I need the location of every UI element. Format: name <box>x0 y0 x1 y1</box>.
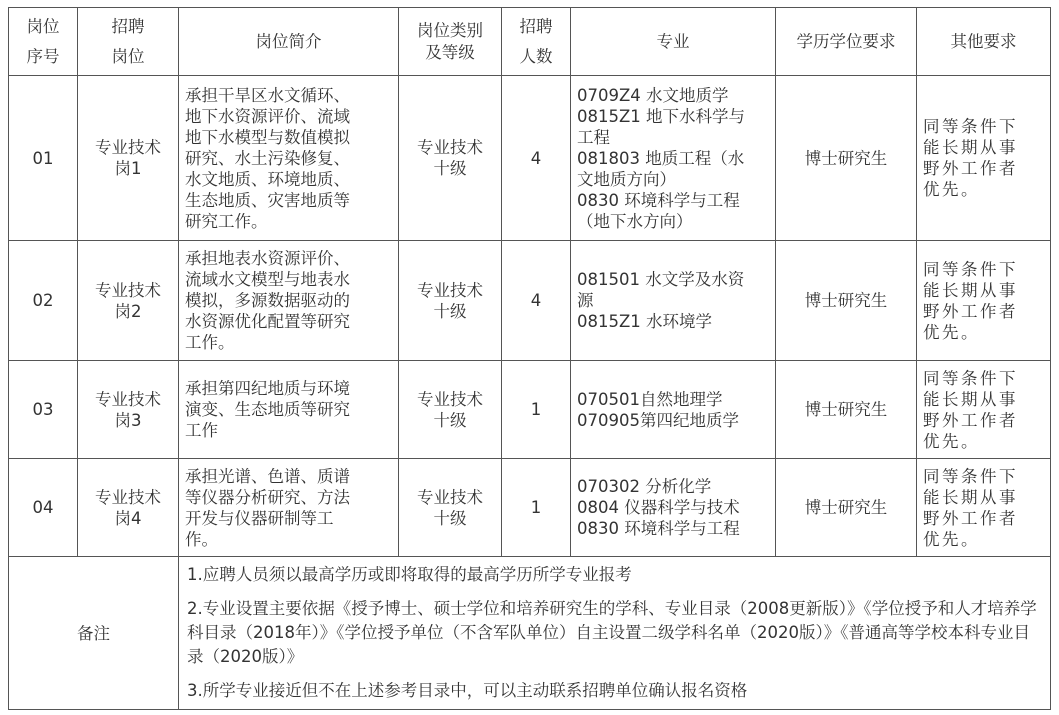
post-cell: 专业技术 岗4 <box>78 459 179 557</box>
table-row <box>9 241 1051 361</box>
degree-cell: 博士研究生 <box>776 241 917 361</box>
header-degree: 学历学位要求 <box>776 8 917 76</box>
degree-cell: 博士研究生 <box>776 361 917 459</box>
category-cell: 专业技术 十级 <box>399 459 502 557</box>
header-intro: 岗位简介 <box>179 8 399 76</box>
note-item: 3.所学专业接近但不在上述参考目录中，可以主动联系招聘单位确认报名资格 <box>187 681 748 700</box>
seq-cell: 04 <box>9 459 78 557</box>
notes-row <box>9 557 1051 710</box>
intro-cell: 承担光谱、色谱、质谱 等仪器分析研究、方法 开发与仪器研制等工 作。 <box>179 459 399 557</box>
degree-cell: 博士研究生 <box>776 76 917 241</box>
notes-label: 备注 <box>9 557 179 710</box>
post-cell: 专业技术 岗3 <box>78 361 179 459</box>
category-cell: 专业技术 十级 <box>399 361 502 459</box>
count-cell: 4 <box>502 76 571 241</box>
header-major: 专业 <box>571 8 776 76</box>
notes-content <box>179 557 1051 710</box>
category-cell: 专业技术 十级 <box>399 241 502 361</box>
header-category: 岗位类别 及等级 <box>399 8 502 76</box>
recruitment-table <box>8 7 1051 710</box>
header-seq: 岗位 序号 <box>9 8 78 76</box>
major-cell: 070302 分析化学 0804 仪器科学与技术 0830 环境科学与工程 <box>571 459 776 557</box>
intro-cell: 承担地表水资源评价、 流域水文模型与地表水 模拟，多源数据驱动的 水资源优化配置等研究 工作。 <box>179 241 399 361</box>
intro-cell: 承担第四纪地质与环境 演变、生态地质等研究 工作 <box>179 361 399 459</box>
header-count: 招聘 人数 <box>502 8 571 76</box>
intro-cell: 承担干旱区水文循环、 地下水资源评价、流域 地下水模型与数值模拟 研究、水土污染修复、 水文地质、环境地质、 生态地质、灾害地质等 研究工作。 <box>179 76 399 241</box>
note-item: 1.应聘人员须以最高学历或即将取得的最高学历所学专业报考 <box>187 565 632 584</box>
count-cell: 1 <box>502 459 571 557</box>
header-post: 招聘 岗位 <box>78 8 179 76</box>
post-cell: 专业技术 岗2 <box>78 241 179 361</box>
other-cell: 同等条件下 能长期从事 野外工作者 优先。 <box>917 361 1051 459</box>
major-cell: 081501 水文学及水资 源 0815Z1 水环境学 <box>571 241 776 361</box>
degree-cell: 博士研究生 <box>776 459 917 557</box>
other-cell: 同等条件下 能长期从事 野外工作者 优先。 <box>917 459 1051 557</box>
table-row <box>9 361 1051 459</box>
major-cell: 070501自然地理学 070905第四纪地质学 <box>571 361 776 459</box>
post-cell: 专业技术 岗1 <box>78 76 179 241</box>
table-row <box>9 76 1051 241</box>
seq-cell: 02 <box>9 241 78 361</box>
header-row <box>9 8 1051 76</box>
note-item: 2.专业设置主要依据《授予博士、硕士学位和培养研究生的学科、专业目录（2008更新版）》《学位授予和人才培养学科目录（2018年）》《学位授予单位（不含军队单位）自主设置二级学科名单（2020版）》《普通高等学校本科专业目录（2020版）》 <box>187 599 1037 666</box>
other-cell: 同等条件下 能长期从事 野外工作者 优先。 <box>917 76 1051 241</box>
header-other: 其他要求 <box>917 8 1051 76</box>
seq-cell: 01 <box>9 76 78 241</box>
category-cell: 专业技术 十级 <box>399 76 502 241</box>
count-cell: 1 <box>502 361 571 459</box>
seq-cell: 03 <box>9 361 78 459</box>
other-cell: 同等条件下 能长期从事 野外工作者 优先。 <box>917 241 1051 361</box>
count-cell: 4 <box>502 241 571 361</box>
table-row <box>9 459 1051 557</box>
major-cell: 0709Z4 水文地质学 0815Z1 地下水科学与 工程 081803 地质工程（水 文地质方向） 0830 环境科学与工程 （地下水方向） <box>571 76 776 241</box>
